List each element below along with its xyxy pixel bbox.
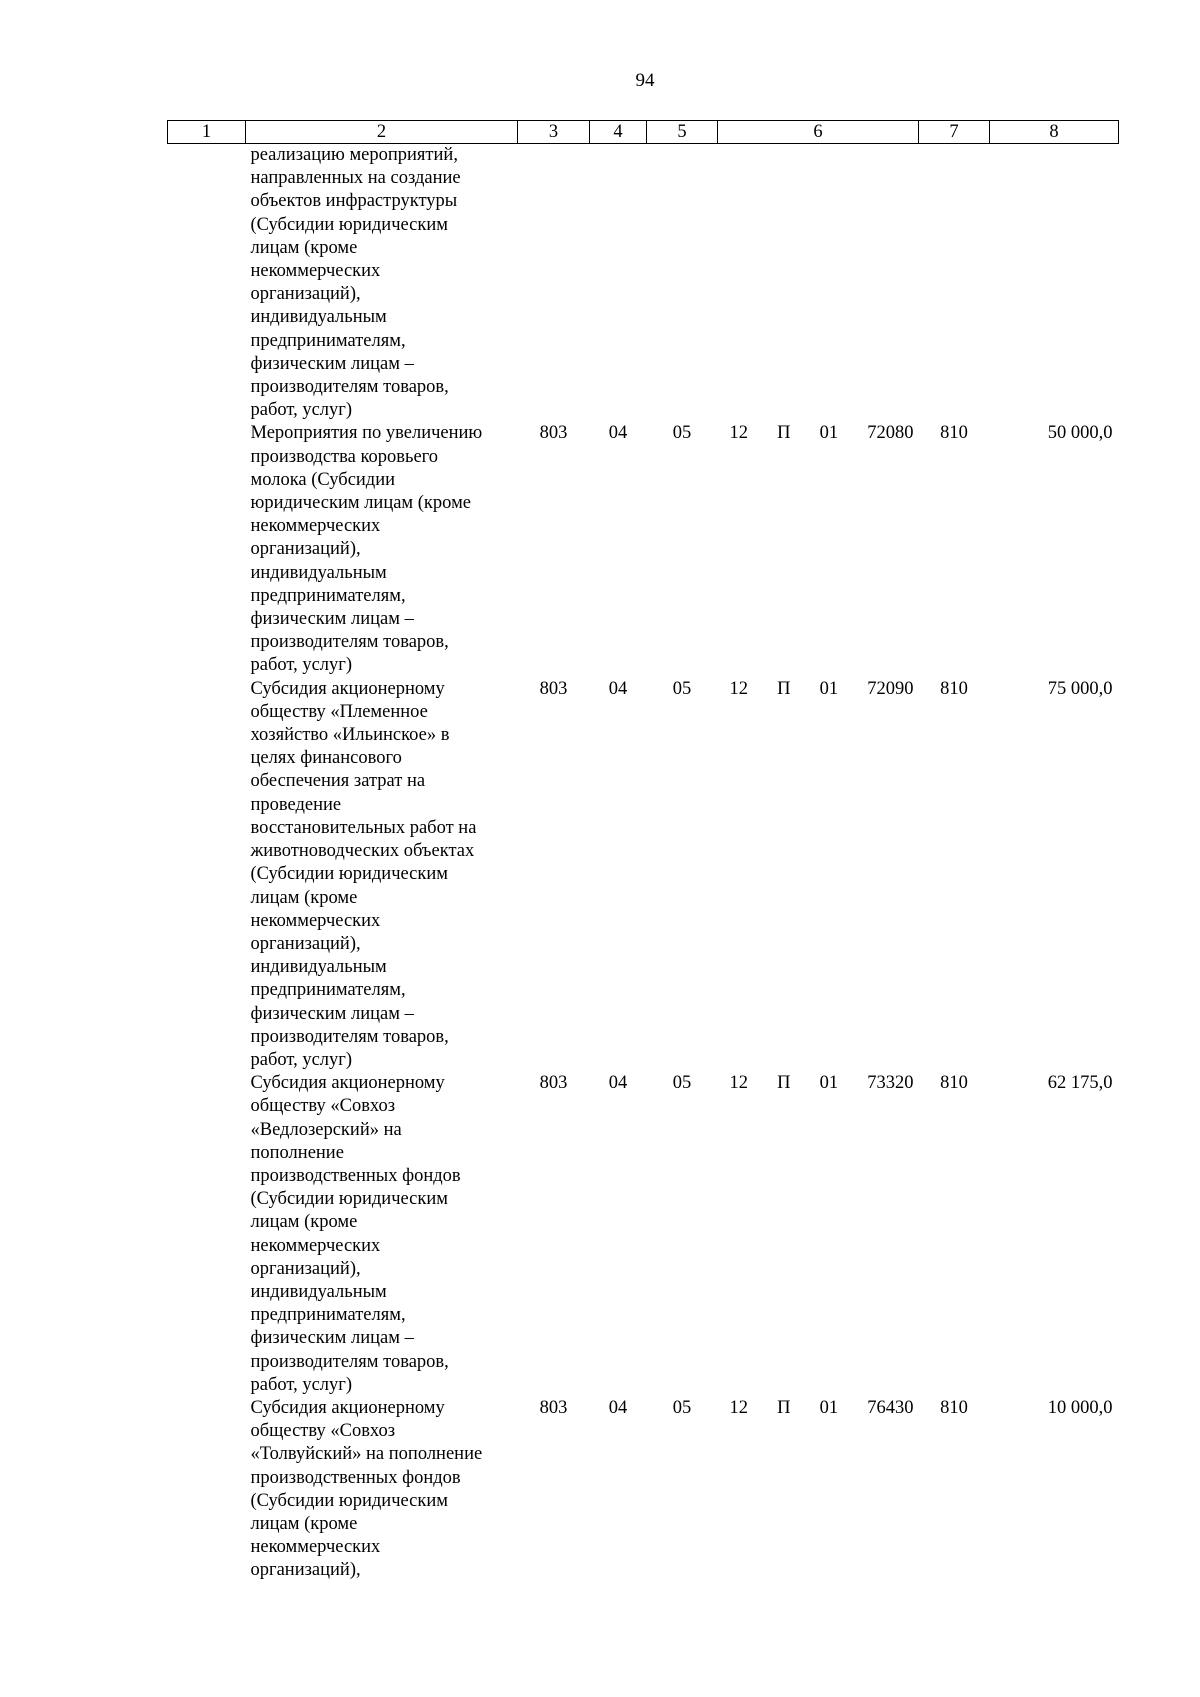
description-text: Мероприятия по увеличению производства коровьего молока (Субсидии юридическим лицам (кроме некоммерческих организаций), индивидуальным предпринимателям, физическим лицам – производителям товаров, работ, услуг) [250,423,483,676]
description-cell [246,678,518,1072]
subprogram-code: П [777,1397,791,1418]
section-code: 803 [539,678,568,699]
subsection-code [590,144,647,423]
expense-type-code: 810 [940,423,968,444]
col-1-cell [168,422,246,677]
amount-value: 75 000,0 [1047,678,1113,699]
direction-code: 73320 [867,1073,914,1094]
col-1-cell [168,1072,246,1397]
table-row [168,422,1119,677]
item-code: 05 [672,423,692,444]
subprogram-code: П [777,423,791,444]
description-text: Субсидия акционерному обществу «Совхоз «Толвуйский» на пополнение производственных фондов (Субсидии юридическим лицам (кроме некоммерческих организаций), [250,1397,483,1581]
event-code: 01 [819,1397,839,1418]
header-col-7: 7 [919,121,990,144]
amount-value: 62 175,0 [1047,1073,1113,1094]
description-text: Субсидия акционерному обществу «Совхоз «Ведлозерский» на пополнение производственных фондов (Субсидии юридическим лицам (кроме некоммерческих организаций), индивидуальным предпринимателям, физическим лицам – производителям товаров, работ, услуг) [250,1073,461,1395]
section-code: 803 [539,1397,568,1418]
header-col-8: 8 [990,121,1119,144]
program-code: 12 [729,423,748,444]
target-article-cell [718,678,919,1072]
subsection-code: 04 [608,678,628,699]
direction-code: 72080 [867,423,914,444]
header-col-6: 6 [718,121,919,144]
section-code: 803 [539,1073,568,1094]
item-code: 05 [672,1073,692,1094]
table-row [168,144,1119,423]
expense-type-code: 810 [940,1397,968,1418]
item-code: 05 [672,1397,692,1418]
item-code: 05 [672,678,692,699]
expense-type-code [919,144,990,423]
target-article-cell [718,144,919,423]
section-code [518,144,590,423]
table-row [168,1397,1119,1583]
header-col-2: 2 [246,121,518,144]
expense-type-code: 810 [940,1073,968,1094]
description-text: Субсидия акционерному обществу «Племенное хозяйство «Ильинское» в целях финансового обеспечения затрат на проведение восстановительных работ на животноводческих объектах (Субсидии юридическим лицам (кроме некоммерческих организаций), индивидуальным предпринимателям, физическим лицам – производителям товаров, работ, услуг) [250,678,477,1070]
section-code: 803 [539,423,568,444]
amount-value [990,144,1119,423]
col-1-cell [168,1397,246,1583]
subsection-code: 04 [608,1073,628,1094]
direction-code: 72090 [867,678,914,699]
target-article-cell [718,1072,919,1397]
description-cell [246,144,518,423]
budget-table [167,120,1119,1583]
description-cell [246,1072,518,1397]
table-header-row [168,121,1119,144]
amount-value: 50 000,0 [1047,423,1113,444]
event-code: 01 [819,678,839,699]
event-code: 01 [819,423,839,444]
col-1-cell [168,678,246,1072]
description-text: реализацию мероприятий, направленных на создание объектов инфраструктуры (Субсидии юридическим лицам (кроме некоммерческих организаций), индивидуальным предпринимателям, физическим лицам – производителям товаров, работ, услуг) [250,145,461,421]
target-article-cell [718,422,919,677]
subsection-code: 04 [608,1397,628,1418]
event-code: 01 [819,1073,839,1094]
table-row [168,678,1119,1072]
description-cell [246,422,518,677]
col-1-cell [168,144,246,423]
program-code: 12 [729,678,748,699]
subprogram-code: П [777,1073,791,1094]
target-article-cell [718,1397,919,1583]
table-row [168,1072,1119,1397]
header-col-5: 5 [647,121,718,144]
item-code [647,144,718,423]
header-col-4: 4 [590,121,647,144]
program-code: 12 [729,1073,748,1094]
description-cell [246,1397,518,1583]
direction-code: 76430 [867,1397,914,1418]
header-col-3: 3 [518,121,590,144]
program-code: 12 [729,1397,748,1418]
subprogram-code: П [777,678,791,699]
expense-type-code: 810 [940,678,968,699]
subsection-code: 04 [608,423,628,444]
page-number: 94 [635,70,655,91]
amount-value: 10 000,0 [1047,1397,1113,1418]
header-col-1: 1 [168,121,246,144]
